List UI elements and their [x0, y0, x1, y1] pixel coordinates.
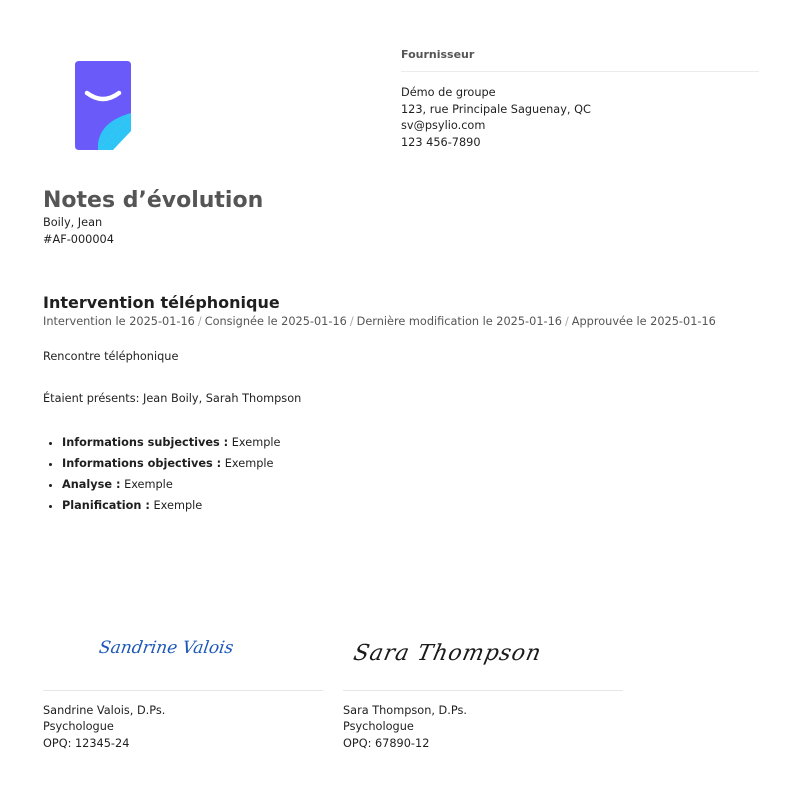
item-label: Analyse : [62, 478, 121, 491]
svg-text:Sara Thompson: Sara Thompson [351, 640, 545, 666]
signer-name: Sandrine Valois, D.Ps. [43, 704, 166, 717]
item-label: Planification : [62, 499, 150, 512]
last-modified-date: Dernière modification le 2025-01-16 [356, 315, 562, 328]
provider-block [401, 48, 759, 151]
provider-label: Fournisseur [401, 48, 759, 72]
signer-role: Psychologue [343, 720, 414, 734]
meta-separator: / [349, 315, 354, 328]
signature-image-sara [343, 620, 623, 691]
item-label: Informations subjectives : [62, 436, 229, 449]
signature-block-1 [43, 620, 323, 752]
recorded-date: Consignée le 2025-01-16 [204, 315, 347, 328]
item-value: Exemple [124, 478, 173, 491]
item-value: Exemple [224, 457, 274, 470]
note-items [43, 432, 280, 516]
brand-logo [75, 61, 131, 151]
list-item [62, 495, 280, 516]
signer-license: OPQ: 67890-12 [343, 736, 430, 750]
meeting-type: Rencontre téléphonique [43, 350, 179, 363]
session-title: Intervention téléphonique [43, 293, 280, 312]
meta-separator: / [564, 315, 569, 328]
document-title: Notes d’évolution [43, 188, 264, 213]
item-value: Exemple [153, 499, 203, 512]
signature-block-2 [343, 620, 623, 752]
list-item [62, 474, 280, 495]
attendees: Étaient présents: Jean Boily, Sarah Thompson [43, 392, 302, 405]
session-meta [43, 314, 716, 330]
meta-separator: / [197, 315, 202, 328]
provider-address: 123, rue Principale Saguenay, QC [401, 102, 591, 116]
item-label: Informations objectives : [62, 457, 222, 470]
intervention-date: Intervention le 2025-01-16 [43, 315, 195, 328]
list-item [62, 453, 280, 474]
provider-email: sv@psylio.com [401, 119, 486, 133]
svg-text:Sandrine Valois: Sandrine Valois [97, 638, 235, 658]
file-number: #AF-000004 [43, 233, 114, 246]
signer-license: OPQ: 12345-24 [43, 736, 130, 750]
signer-name: Sara Thompson, D.Ps. [343, 704, 467, 717]
signer-role: Psychologue [43, 720, 114, 734]
item-value: Exemple [231, 436, 281, 449]
provider-name: Démo de groupe [401, 86, 496, 99]
provider-phone: 123 456-7890 [401, 135, 481, 149]
approved-date: Approuvée le 2025-01-16 [571, 315, 716, 328]
signature-image-sandrine [43, 620, 323, 691]
patient-name: Boily, Jean [43, 216, 103, 229]
list-item [62, 432, 280, 453]
patient-info [43, 214, 114, 248]
